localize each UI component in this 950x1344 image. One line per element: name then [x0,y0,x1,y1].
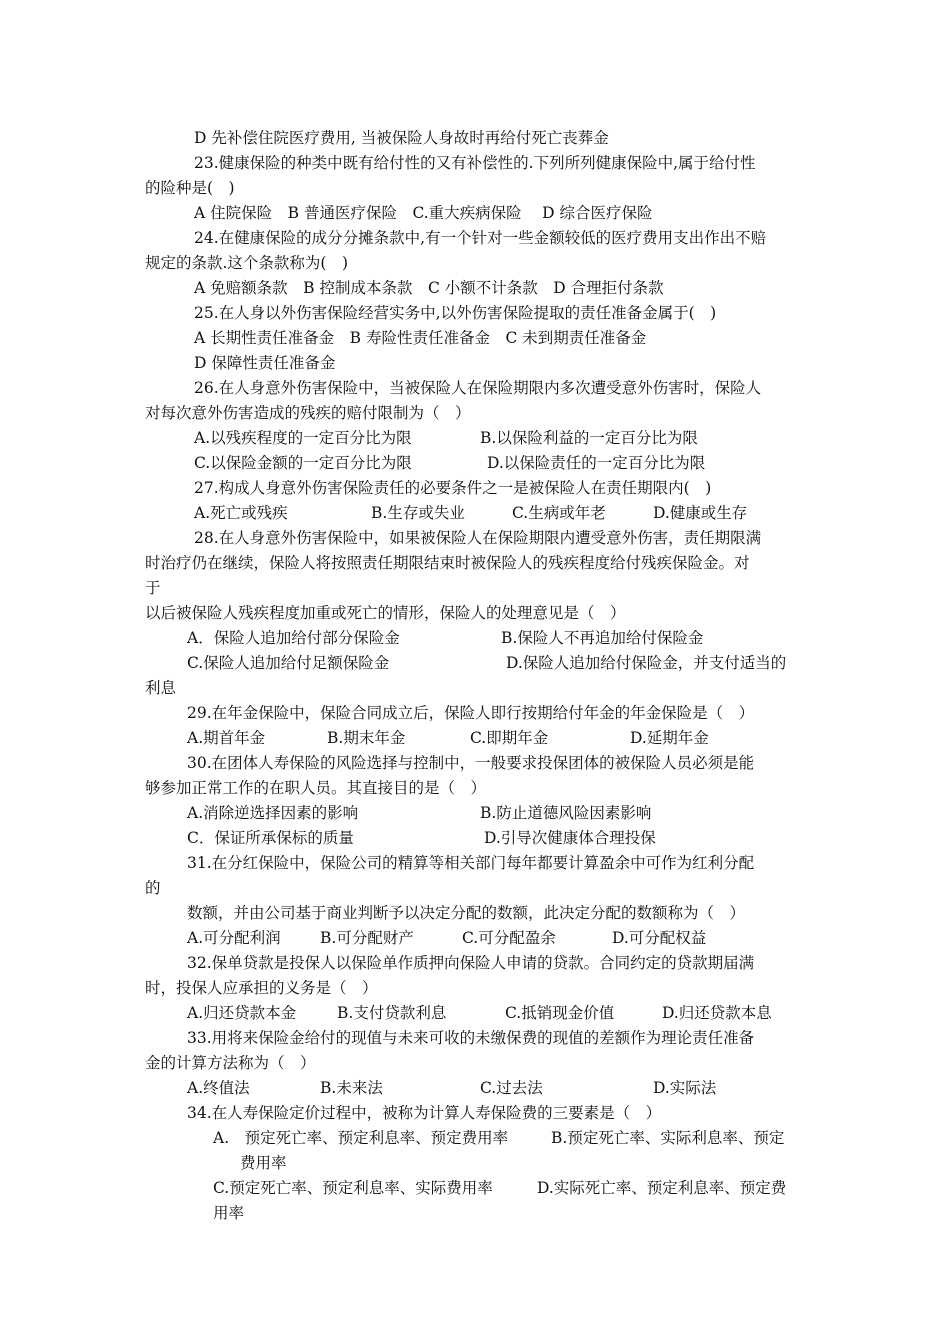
q26-option-b: B.以保险利益的一定百分比为限 [480,429,698,447]
q33-text: 33.用将来保险金给付的现值与未来可收的未缴保费的现值的差额作为理论责任准备 [187,1029,755,1047]
q26-text: 26.在人身意外伤害保险中，当被保险人在保险期限内多次遭受意外伤害时，保险人 [194,379,762,397]
q23-options: A 住院保险 B 普通医疗保险 C.重大疾病保险 D 综合医疗保险 [194,204,653,222]
q32-option-b: B.支付贷款利息 [337,1004,447,1022]
q24-options: A 免赔额条款 B 控制成本条款 C 小额不计条款 D 合理拒付条款 [194,279,664,297]
q30-text-cont: 够参加正常工作的在职人员。其直接目的是（ ） [145,779,487,797]
q28-text-cont-3: 以后被保险人残疾程度加重或死亡的情形，保险人的处理意见是（ ） [145,604,626,622]
q30-option-b: B.防止道德风险因素影响 [480,804,652,822]
q33-option-b: B.未来法 [320,1079,383,1097]
q34-option-b-cont: 费用率 [240,1154,287,1172]
q33-text-cont: 金的计算方法称为（ ） [145,1054,316,1072]
q33-option-a: A.终值法 [187,1079,250,1097]
q28-text-cont: 时治疗仍在继续，保险人将按照责任期限结束时被保险人的残疾程度给付残疾保险金。对 [145,554,750,572]
q29-option-b: B.期末年金 [327,729,406,747]
q34-option-d-cont: 用率 [213,1204,245,1222]
q34-option-a: A. 预定死亡率、预定利息率、预定费用率 [213,1129,509,1147]
q28-option-a: A．保险人追加给付部分保险金 [187,629,400,647]
q32-option-c: C.抵销现金价值 [505,1004,615,1022]
q31-option-d: D.可分配权益 [612,929,707,947]
q31-option-a: A.可分配利润 [187,929,281,947]
q25-option-d: D 保障性责任准备金 [194,354,336,372]
q23-text: 23.健康保险的种类中既有给付性的又有补偿性的.下列所列健康保险中,属于给付性 [194,154,756,172]
q31-text-cont-2: 数额，并由公司基于商业判断予以决定分配的数额，此决定分配的数额称为（ ） [187,904,746,922]
q27-option-c: C.生病或年老 [512,504,606,522]
q32-option-d: D.归还贷款本息 [662,1004,772,1022]
q24-text: 24.在健康保险的成分分摊条款中,有一个针对一些金额较低的医疗费用支出作出不赔 [194,229,767,247]
q34-option-b: B.预定死亡率、实际利息率、预定 [551,1129,785,1147]
q27-text: 27.构成人身意外伤害保险责任的必要条件之一是被保险人在责任期限内( ) [194,479,712,497]
q34-option-d: D.实际死亡率、预定利息率、预定费 [537,1179,787,1197]
q28-text: 28.在人身意外伤害保险中，如果被保险人在保险期限内遭受意外伤害，责任期限满 [194,529,762,547]
q31-option-c: C.可分配盈余 [462,929,556,947]
q28-option-d: D.保险人追加给付保险金，并支付适当的 [506,654,787,672]
q24-text-cont: 规定的条款.这个条款称为( ) [145,254,349,272]
q28-option-d-cont: 利息 [145,679,177,697]
q32-text: 32.保单贷款是投保人以保险单作质押向保险人申请的贷款。合同约定的贷款期届满 [187,954,755,972]
q30-text: 30.在团体人寿保险的风险选择与控制中，一般要求投保团体的被保险人员必须是能 [187,754,755,772]
q30-option-d: D.引导次健康体合理投保 [484,829,656,847]
q25-options: A 长期性责任准备金 B 寿险性责任准备金 C 未到期责任准备金 [194,329,647,347]
q31-text: 31.在分红保险中，保险公司的精算等相关部门每年都要计算盈余中可作为红利分配 [187,854,755,872]
q34-text: 34.在人寿保险定价过程中，被称为计算人寿保险费的三要素是（ ） [187,1104,662,1122]
q29-option-d: D.延期年金 [630,729,709,747]
q26-option-c: C.以保险金额的一定百分比为限 [194,454,412,472]
q33-option-d: D.实际法 [653,1079,717,1097]
q27-option-a: A.死亡或残疾 [194,504,288,522]
q26-text-cont: 对每次意外伤害造成的残疾的赔付限制为（ ） [145,404,471,422]
q26-option-d: D.以保险责任的一定百分比为限 [487,454,706,472]
q34-option-c: C.预定死亡率、预定利息率、实际费用率 [213,1179,493,1197]
q33-option-c: C.过去法 [480,1079,543,1097]
q22-option-d: D 先补偿住院医疗费用, 当被保险人身故时再给付死亡丧葬金 [194,129,609,147]
q23-text-cont: 的险种是( ) [145,179,235,197]
q26-option-a: A.以残疾程度的一定百分比为限 [194,429,412,447]
q28-option-c: C.保险人追加给付足额保险金 [187,654,390,672]
q32-text-cont: 时，投保人应承担的义务是（ ） [145,979,378,997]
q31-option-b: B.可分配财产 [320,929,414,947]
q28-text-cont-2: 于 [145,579,161,597]
q32-option-a: A.归还贷款本金 [187,1004,297,1022]
q27-option-d: D.健康或生存 [653,504,748,522]
q29-text: 29.在年金保险中，保险合同成立后，保险人即行按期给付年金的年金保险是（ ） [187,704,755,722]
q27-option-b: B.生存或失业 [371,504,465,522]
q28-option-b: B.保险人不再追加给付保险金 [501,629,704,647]
q31-text-cont: 的 [145,879,161,897]
q30-option-a: A.消除逆选择因素的影响 [187,804,359,822]
q29-option-a: A.期首年金 [187,729,266,747]
q25-text: 25.在人身以外伤害保险经营实务中,以外伤害保险提取的责任准备金属于( ) [194,304,717,322]
q30-option-c: C．保证所承保标的质量 [187,829,354,847]
q29-option-c: C.即期年金 [470,729,549,747]
